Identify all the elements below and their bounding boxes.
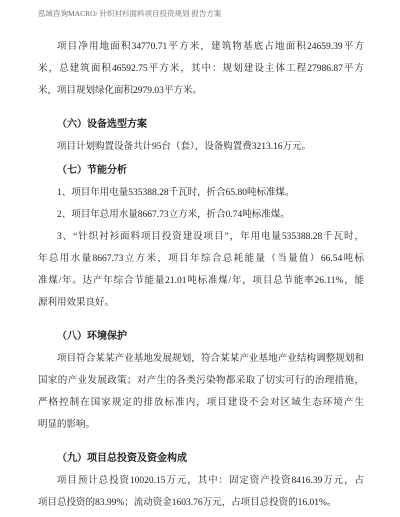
section-heading: （九）项目总投资及资金构成	[57, 453, 187, 464]
paragraph-line: 源利用效果良好。	[38, 298, 115, 308]
paragraph-line: 项目净用地面积34770.71平方米，建筑物基底占地面积24659.39平方	[57, 42, 364, 52]
section-equipment	[38, 114, 364, 158]
paragraph-line: 准煤/年。达产年综合节能量21.01吨标准煤/年，项目总节能率26.11%，能	[38, 276, 364, 286]
list-item: 2、项目年总用水量8667.73立方米，折合0.74吨标准煤。	[57, 210, 290, 220]
section-heading: （八）环境保护	[57, 331, 127, 342]
list-item: 1、项目年用电量535388.28千瓦时，折合65.80吨标准煤。	[57, 188, 295, 198]
section-environment	[38, 326, 364, 436]
paragraph-line: 严格控制在国家规定的排放标准内，项目建设不会对区域生态环境产生	[38, 398, 364, 408]
section-heading: （七）节能分析	[57, 165, 127, 176]
paragraph-line: 项目总投资的83.99%；流动资金1603.76万元，占项目总投资的16.01%。	[38, 498, 337, 508]
paragraph-line: 米，项目规划绿化面积2979.03平方米。	[38, 86, 202, 96]
intro-paragraph	[38, 36, 364, 102]
paragraph-line: 年总用水量8667.73立方米，项目年综合总耗能量（当量值）66.54吨标	[38, 254, 364, 264]
paragraph-line: 项目预计总投资10020.15万元，其中：固定资产投资8416.39万元，占	[57, 476, 364, 486]
paragraph-line: 明显的影响。	[38, 420, 96, 430]
paragraph-line: 米，总建筑面积46592.75平方米，其中：规划建设主体工程27986.87平方	[38, 64, 364, 74]
list-item	[38, 226, 364, 314]
section-heading: （六）设备选型方案	[57, 119, 147, 130]
page-body	[38, 36, 364, 514]
section-energy	[38, 160, 364, 314]
paragraph-line: 3、“针织衬衫面料项目投资建设项目”，年用电量535388.28千瓦时，	[57, 232, 364, 242]
section-investment	[38, 448, 364, 514]
paragraph-line: 国家的产业发展政策；对产生的各类污染物都采取了切实可行的治理措施，	[38, 376, 364, 386]
paragraph-line: 项目符合某某产业基地发展规划，符合某某产业基地产业结构调整规划和	[57, 354, 364, 364]
running-header: 泓域咨询MACRO/ 针织衬衫面料项目投资规划 报告方案	[38, 9, 222, 18]
paragraph-line: 项目计划购置设备共计95台（套），设备购置费3213.16万元。	[57, 142, 312, 152]
